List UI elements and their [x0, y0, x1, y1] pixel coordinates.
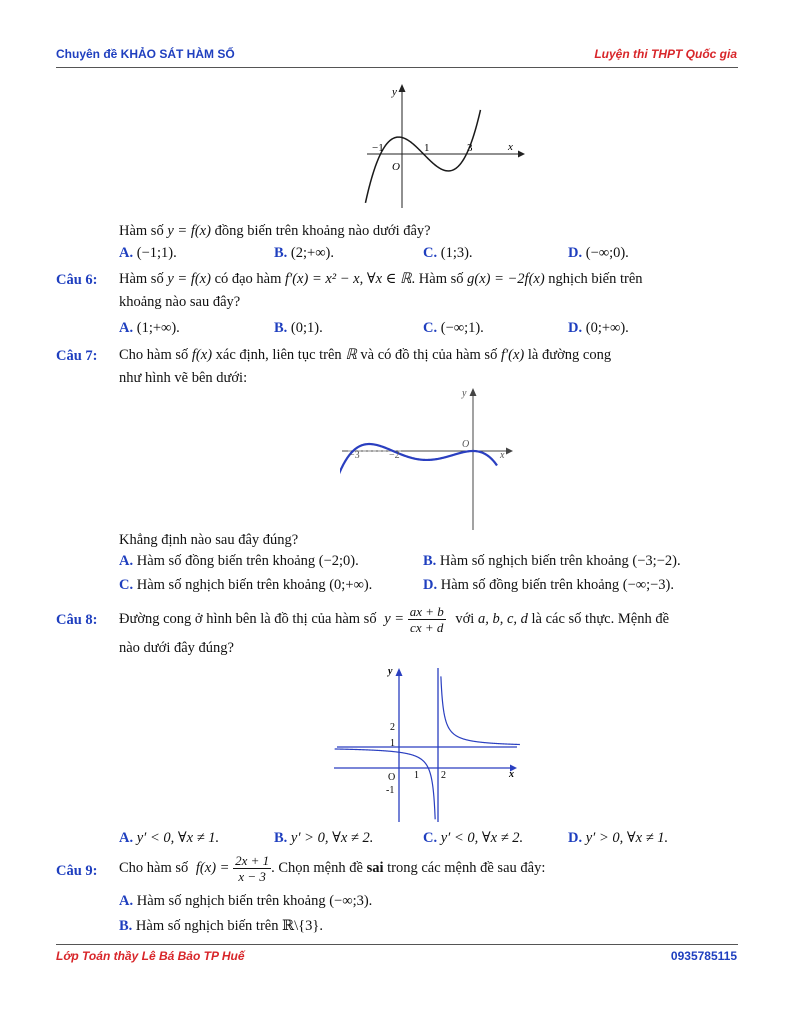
tick-label-1: 1: [424, 142, 430, 154]
q6-stem: Hàm số y = f(x) có đạo hàm f′(x) = x² − x, ∀x ∈ ℝ. Hàm số g(x) = −2f(x) nghịch biến trên khoảng nào sau đây?: [119, 271, 643, 310]
q5-stem: Hàm số y = f(x) đồng biến trên khoảng nào dưới đây?: [119, 223, 431, 239]
q9-option-b[interactable]: B. Hàm số nghịch biến trên ℝ\{3}.: [119, 918, 323, 934]
figure-derivative-graph: [340, 384, 520, 530]
tick-label-minus1: −1: [372, 142, 384, 154]
tick-label-x1: 1: [414, 770, 419, 781]
footer-right: 0935785115: [670, 949, 737, 963]
header-title: Chuyên đề KHẢO SÁT HÀM SỐ: [56, 47, 235, 61]
header-rule: [56, 67, 738, 68]
q6-option-a[interactable]: A. (1;+∞).: [119, 320, 180, 336]
figure-cubic-graph: [362, 78, 528, 210]
y-axis-label: y: [462, 388, 467, 399]
q7-option-d[interactable]: D. Hàm số đồng biến trên khoảng (−∞;−3).: [423, 577, 675, 593]
x-axis-label: x: [500, 450, 505, 461]
q6-label: Câu 6:: [56, 272, 98, 288]
tick-label-3: 3: [467, 142, 473, 154]
y-axis-label: y: [392, 86, 397, 98]
y-axis-label: y: [388, 666, 393, 677]
footer-rule: [56, 944, 738, 945]
q8-option-c[interactable]: C. y′ < 0, ∀x ≠ 2.: [423, 830, 524, 846]
q7-option-a[interactable]: A. Hàm số đồng biến trên khoảng (−2;0).: [119, 553, 359, 569]
origin-label: O: [392, 161, 400, 173]
q8-fraction: $\frac{ax + b}{cx + d}$: [409, 604, 444, 635]
x-axis-label: x: [509, 769, 514, 780]
origin-label: O: [462, 439, 470, 450]
hyperbola-right-branch: [441, 676, 520, 744]
q6-option-b[interactable]: B. (0;1).: [274, 320, 323, 336]
q8-label: Câu 8:: [56, 612, 98, 628]
q8-option-b[interactable]: B. y′ > 0, ∀x ≠ 2.: [274, 830, 374, 846]
q9-label: Câu 9:: [56, 863, 98, 879]
q8-stem-line1: Đường cong ở hình bên là đồ thị của hàm số y = $\frac{ax + b}{cx + d}$ với a, b, c, d là các số thực. Mệnh đề: [119, 604, 670, 635]
q6-option-c[interactable]: C. (−∞;1).: [423, 320, 484, 336]
footer-left: Lớp Toán thầy Lê Bá Bảo TP Huế: [56, 949, 245, 963]
q5-option-c[interactable]: C. (1;3).: [423, 245, 473, 261]
q8-stem-line2: nào dưới đây đúng?: [119, 640, 234, 656]
tick-label-y1: 1: [390, 738, 395, 749]
q7-question: Khẳng định nào sau đây đúng?: [119, 532, 299, 548]
q9-option-a[interactable]: A. Hàm số nghịch biến trên khoảng (−∞;3).: [119, 893, 373, 909]
header-subtitle: Luyện thi THPT Quốc gia: [594, 47, 737, 61]
q5-option-b[interactable]: B. (2;+∞).: [274, 245, 334, 261]
q9-stem: Cho hàm số f(x) = $\frac{2x + 1}{x - 3}$ . Chọn mệnh đề sai trong các mệnh đề sau đây:: [119, 853, 546, 884]
q7-option-c[interactable]: C. Hàm số nghịch biến trên khoảng (0;+∞).: [119, 577, 373, 593]
tick-label-minus3: −3: [349, 450, 360, 461]
q6-option-d[interactable]: D. (0;+∞).: [568, 320, 629, 336]
tick-label-ym1: -1: [386, 785, 395, 796]
q7-option-b[interactable]: B. Hàm số nghịch biến trên khoảng (−3;−2).: [423, 553, 681, 569]
cubic-curve: [365, 110, 480, 203]
tick-label-y2: 2: [390, 722, 395, 733]
q5-option-d[interactable]: D. (−∞;0).: [568, 245, 629, 261]
figure-hyperbola-graph: [334, 662, 524, 822]
tick-label-x2: 2: [441, 770, 446, 781]
origin-label: O: [388, 772, 396, 783]
tick-label-minus2: −2: [389, 450, 400, 461]
q9-fraction: $\frac{2x + 1}{x - 3}$: [235, 853, 270, 884]
x-axis-label: x: [508, 141, 513, 153]
q5-option-a[interactable]: A. (−1;1).: [119, 245, 177, 261]
q7-label: Câu 7:: [56, 348, 98, 364]
q8-option-d[interactable]: D. y′ > 0, ∀x ≠ 1.: [568, 830, 669, 846]
q8-option-a[interactable]: A. y′ < 0, ∀x ≠ 1.: [119, 830, 220, 846]
hyperbola-left-branch: [335, 749, 436, 819]
q7-stem: Cho hàm số f(x) xác định, liên tục trên ℝ và có đồ thị của hàm số f′(x) là đường cong như hình vẽ bên dưới:: [119, 347, 612, 386]
